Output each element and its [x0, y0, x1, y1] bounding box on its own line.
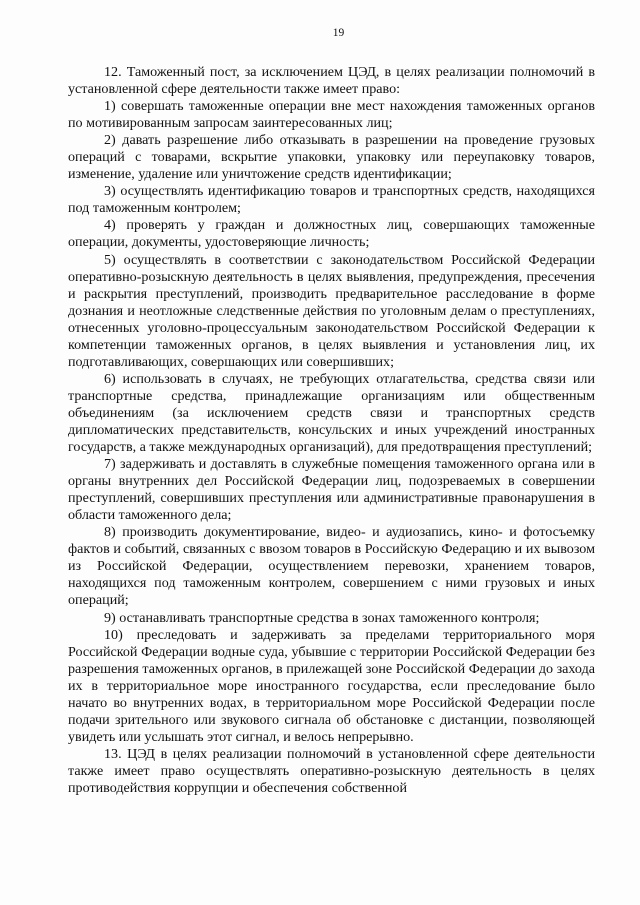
list-item-3: 3) осуществлять идентификацию товаров и транспортных средств, находящихся под таможенным контролем;	[68, 183, 595, 217]
list-item-8: 8) производить документирование, видео- и аудиозапись, кино- и фотосъемку фактов и событий, связанных с ввозом товаров в Российскую Федерацию и их вывозом из Российской Федерации, осуществлением перевозки, хранением товаров, находящихся под таможенным контролем, совершением с ними грузовых и иных операций;	[68, 524, 595, 609]
paragraph-13: 13. ЦЭД в целях реализации полномочий в установленной сфере деятельности также имеет право осуществлять оперативно-розыскную деятельность в целях противодействия коррупции и обеспечения собственной	[68, 745, 595, 796]
document-body	[68, 64, 595, 797]
list-item-1: 1) совершать таможенные операции вне мест нахождения таможенных органов по мотивированным запросам заинтересованных лиц;	[68, 98, 595, 132]
list-item-5: 5) осуществлять в соответствии с законодательством Российской Федерации оперативно-розыскную деятельность в целях выявления, предупреждения, пресечения и раскрытия преступлений, производить предварительное расследование в форме дознания и неотложные следственные действия по уголовным делам о преступлениях, отнесенных уголовно-процессуальным законодательством Российской Федерации к компетенции таможенных органов, в целях выявления и установления лиц, их подготавливающих, совершающих или совершивших;	[68, 251, 595, 370]
list-item-6: 6) использовать в случаях, не требующих отлагательства, средства связи или транспортные средства, принадлежащие организациям или общественным объединениям (за исключением средств связи и транспортных средств дипломатических представительств, консульских и иных учреждений иностранных государств, а также международных организаций), для предотвращения преступлений;	[68, 370, 595, 456]
list-item-10: 10) преследовать и задерживать за пределами территориального моря Российской Федерации водные суда, убывшие с территории Российской Федерации без разрешения таможенных органов, в прилежащей зоне Российской Федерации до захода их в территориальное море иностранного государства, если преследование было начато во внутренних водах, в территориальном море Российской Федерации после подачи зрительного или звукового сигнала об обстановке с дистанции, позволяющей увидеть или услышать этот сигнал, и велось непрерывно.	[68, 626, 595, 745]
list-item-2: 2) давать разрешение либо отказывать в разрешении на проведение грузовых операций с товарами, вскрытие упаковки, упаковку или переупаковку товаров, изменение, удаление или уничтожение средств идентификации;	[68, 132, 595, 183]
list-item-4: 4) проверять у граждан и должностных лиц, совершающих таможенные операции, документы, удостоверяющие личность;	[68, 217, 595, 251]
list-item-9: 9) останавливать транспортные средства в зонах таможенного контроля;	[104, 609, 540, 626]
paragraph-12-intro: 12. Таможенный пост, за исключением ЦЭД, в целях реализации полномочий в установленной сфере деятельности также имеет право:	[68, 64, 595, 98]
list-item-7: 7) задерживать и доставлять в служебные помещения таможенного органа или в органы внутренних дел Российской Федерации лиц, подозреваемых в совершении преступлений, совершивших преступления или административные правонарушения в области таможенного дела;	[68, 456, 595, 524]
page-number: 19	[332, 27, 345, 39]
